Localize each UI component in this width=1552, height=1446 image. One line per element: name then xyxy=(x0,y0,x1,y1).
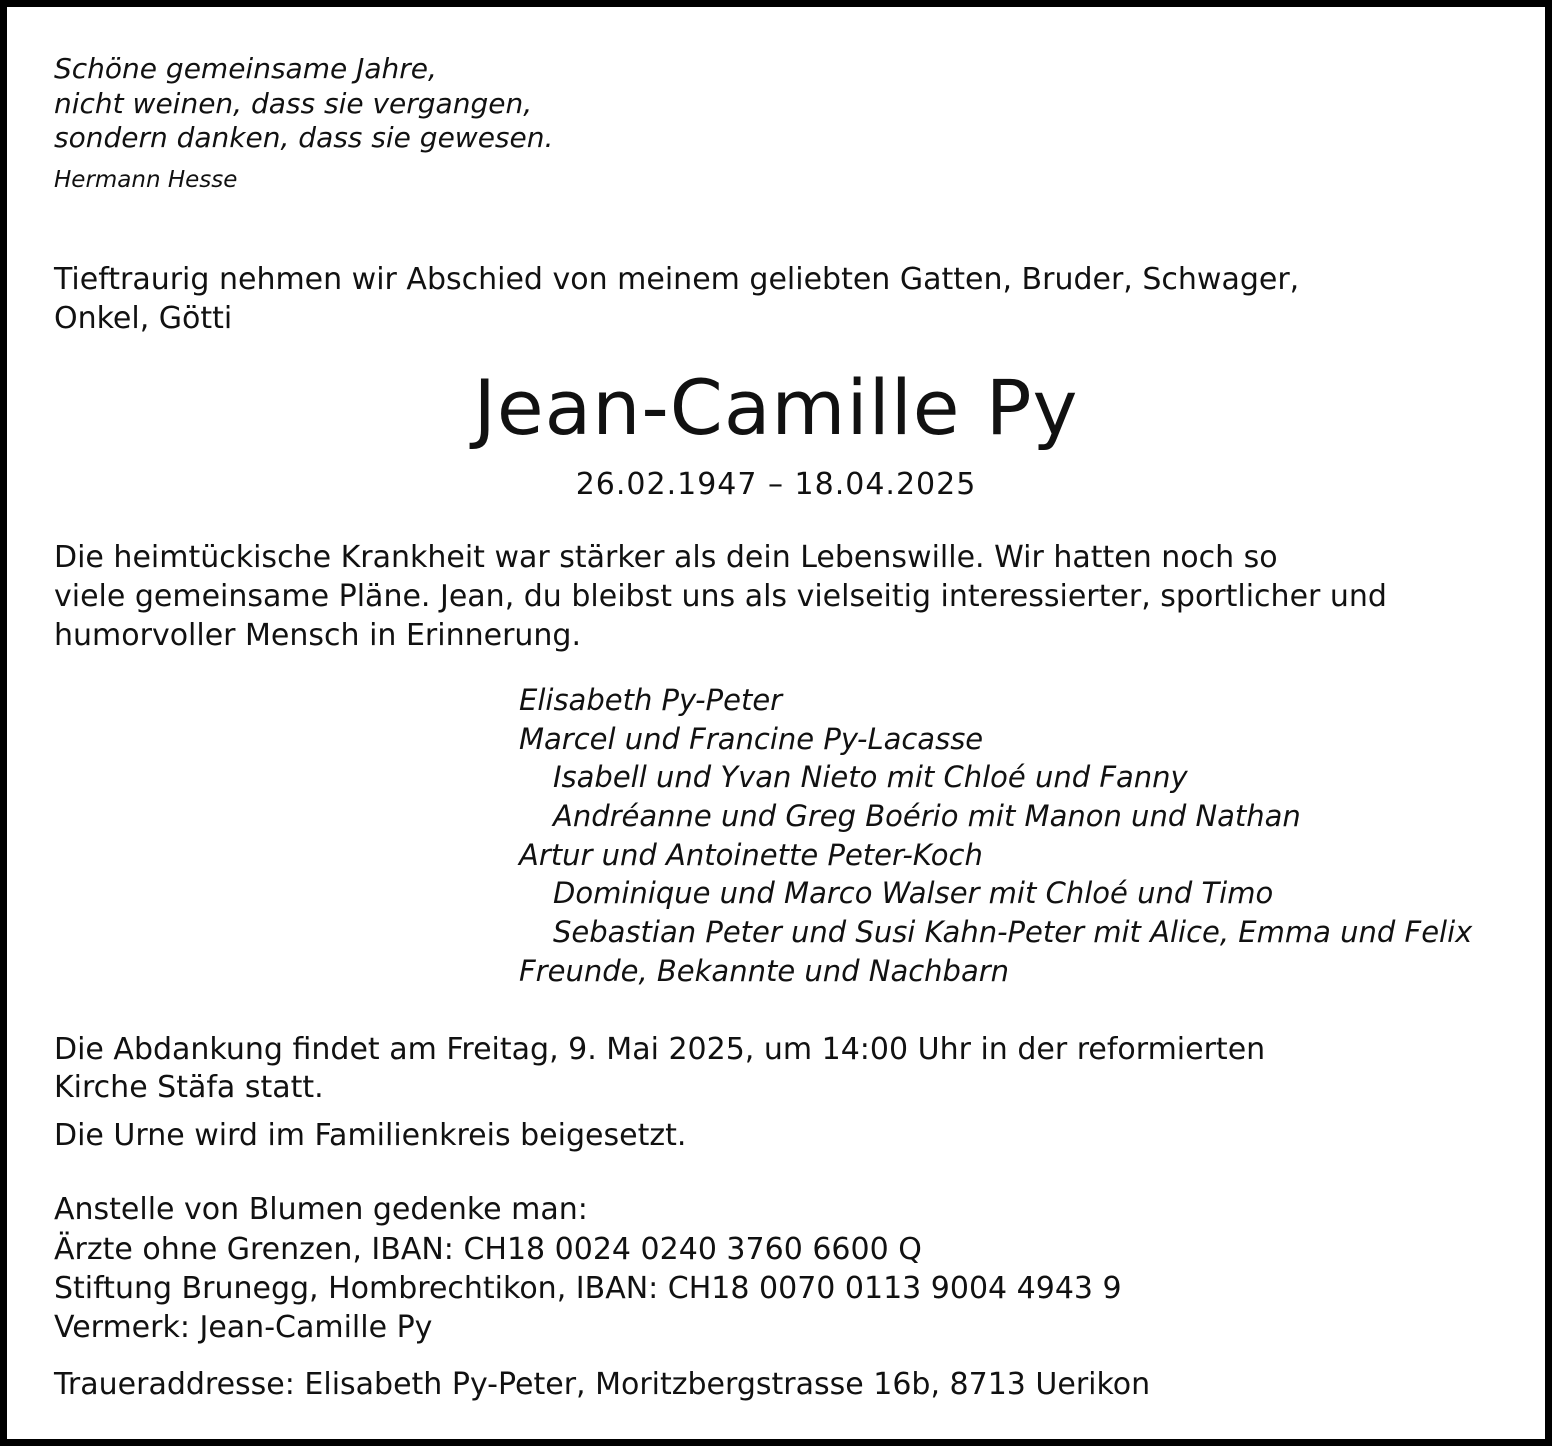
service-line: Die Abdankung findet am Freitag, 9. Mai 2025, um 14:00 Uhr in der reformierten xyxy=(54,1032,1266,1067)
donation-line: Stiftung Brunegg, Hombrechtikon, IBAN: CH18 0070 0113 9004 4943 9 xyxy=(54,1271,1122,1306)
service-line: Kirche Stäfa statt. xyxy=(54,1070,324,1105)
message-line: Die heimtückische Krankheit war stärker als dein Lebenswille. Wir hatten noch so xyxy=(54,540,1278,575)
quote-line: Schöne gemeinsame Jahre, xyxy=(54,52,437,85)
mourner-line: Elisabeth Py-Peter xyxy=(519,683,783,717)
life-dates: 26.02.1947 – 18.04.2025 xyxy=(575,467,977,502)
mourner-line: Sebastian Peter und Susi Kahn-Peter mit Alice, Emma und Felix xyxy=(553,915,1473,949)
mourner-line: Artur und Antoinette Peter-Koch xyxy=(519,838,983,872)
quote-line: sondern danken, dass sie gewesen. xyxy=(54,121,554,154)
deceased-name: Jean-Camille Py xyxy=(473,363,1079,452)
message-line: viele gemeinsame Pläne. Jean, du bleibst uns als vielseitig interessierter, sportlicher und xyxy=(54,579,1387,614)
urn-note: Die Urne wird im Familienkreis beigesetzt. xyxy=(54,1118,687,1153)
message-line: humorvoller Mensch in Erinnerung. xyxy=(54,618,582,653)
donation-line: Vermerk: Jean-Camille Py xyxy=(54,1310,433,1345)
mourner-line: Freunde, Bekannte und Nachbarn xyxy=(519,954,1010,988)
mourning-address: Traueraddresse: Elisabeth Py-Peter, Moritzbergstrasse 16b, 8713 Uerikon xyxy=(54,1367,1151,1402)
quote-author: Hermann Hesse xyxy=(54,167,238,193)
intro-line: Tieftraurig nehmen wir Abschied von meinem geliebten Gatten, Bruder, Schwager, xyxy=(54,262,1300,297)
mourner-line: Marcel und Francine Py-Lacasse xyxy=(519,722,984,756)
intro-line: Onkel, Götti xyxy=(54,301,233,336)
quote-line: nicht weinen, dass sie vergangen, xyxy=(54,87,533,120)
donation-line: Ärzte ohne Grenzen, IBAN: CH18 0024 0240 3760 6600 Q xyxy=(54,1232,922,1267)
mourner-line: Andréanne und Greg Boério mit Manon und Nathan xyxy=(553,799,1301,833)
mourner-line: Dominique und Marco Walser mit Chloé und Timo xyxy=(553,876,1274,910)
mourner-line: Isabell und Yvan Nieto mit Chloé und Fanny xyxy=(553,760,1188,794)
donation-line: Anstelle von Blumen gedenke man: xyxy=(54,1192,588,1227)
